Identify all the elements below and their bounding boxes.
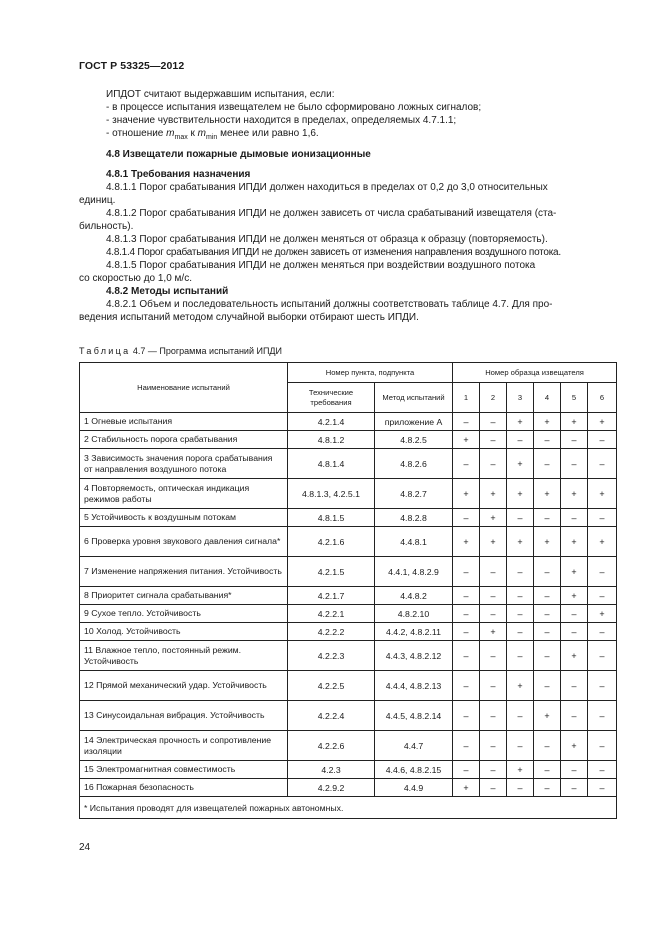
sample-mark-cell: +: [480, 509, 507, 527]
method-cell: 4.4.8.1: [375, 527, 453, 557]
tech-req-cell: 4.2.1.4: [288, 413, 375, 431]
sample-mark-cell: –: [453, 731, 480, 761]
table-row: [80, 587, 617, 605]
method-cell: 4.4.7: [375, 731, 453, 761]
clause-4-8-1-1: 4.8.1.1 Порог срабатывания ИПДИ должен находиться в пределах от 0,2 до 3,0 относительных: [106, 182, 548, 193]
table-footnote: * Испытания проводят для извещателей пожарных автономных.: [80, 797, 617, 819]
sample-mark-cell: –: [453, 557, 480, 587]
table-body: [80, 413, 617, 797]
table-row: [80, 431, 617, 449]
method-cell: приложение А: [375, 413, 453, 431]
test-name-cell: 3 Зависимость значения порога срабатывания от направления воздушного потока: [80, 449, 288, 479]
sample-mark-cell: +: [588, 479, 617, 509]
clause-4-8-1-5: 4.8.1.5 Порог срабатывания ИПДИ не должен меняться при воздействии воздушного потока: [106, 260, 536, 271]
table-caption-label: Таблица: [79, 346, 131, 356]
sample-mark-cell: –: [561, 761, 588, 779]
test-name-cell: 6 Проверка уровня звукового давления сигнала*: [80, 527, 288, 557]
sample-mark-cell: –: [534, 641, 561, 671]
sample-mark-cell: –: [507, 509, 534, 527]
sample-mark-cell: –: [561, 431, 588, 449]
col-header-sample-4: 4: [534, 383, 561, 413]
method-cell: 4.8.2.6: [375, 449, 453, 479]
clause-4-8-1-2-cont: бильность).: [79, 221, 134, 232]
tech-req-cell: 4.2.1.6: [288, 527, 375, 557]
sample-mark-cell: –: [480, 761, 507, 779]
method-cell: 4.4.2, 4.8.2.11: [375, 623, 453, 641]
table-row: [80, 479, 617, 509]
sample-mark-cell: –: [534, 605, 561, 623]
table-row: [80, 557, 617, 587]
sample-mark-cell: +: [453, 527, 480, 557]
sample-mark-cell: +: [480, 527, 507, 557]
tech-req-cell: 4.8.1.5: [288, 509, 375, 527]
section-4-8-2-title: 4.8.2 Методы испытаний: [106, 286, 229, 297]
document-header: ГОСТ Р 53325—2012: [79, 60, 185, 72]
tech-req-cell: 4.2.2.1: [288, 605, 375, 623]
sample-mark-cell: –: [507, 605, 534, 623]
test-name-cell: 7 Изменение напряжения питания. Устойчивость: [80, 557, 288, 587]
sample-mark-cell: +: [480, 623, 507, 641]
method-cell: 4.4.9: [375, 779, 453, 797]
method-cell: 4.8.2.10: [375, 605, 453, 623]
sample-mark-cell: –: [588, 557, 617, 587]
ratio-min: min: [206, 134, 218, 141]
sample-mark-cell: –: [588, 587, 617, 605]
sample-mark-cell: –: [588, 779, 617, 797]
intro-lead: ИПДОТ считают выдержавшим испытания, если:: [106, 89, 335, 100]
ratio-m2: m: [197, 128, 207, 139]
sample-mark-cell: +: [534, 479, 561, 509]
tech-req-cell: 4.2.1.5: [288, 557, 375, 587]
table-row: [80, 641, 617, 671]
section-4-8-title: 4.8 Извещатели пожарные дымовые ионизационные: [106, 149, 371, 160]
sample-mark-cell: –: [588, 623, 617, 641]
sample-mark-cell: –: [480, 449, 507, 479]
method-cell: 4.4.8.2: [375, 587, 453, 605]
sample-mark-cell: –: [507, 623, 534, 641]
table-row: [80, 605, 617, 623]
col-header-sample-3: 3: [507, 383, 534, 413]
intro-item-1: - в процессе испытания извещателем не было сформировано ложных сигналов;: [106, 102, 482, 113]
clause-4-8-1-3: 4.8.1.3 Порог срабатывания ИПДИ не должен меняться от образца к образцу (повторяемость).: [106, 234, 548, 245]
sample-mark-cell: –: [453, 587, 480, 605]
table-row: [80, 761, 617, 779]
sample-mark-cell: –: [507, 701, 534, 731]
clause-4-8-1-1-cont: единиц.: [79, 195, 116, 206]
table-row: [80, 527, 617, 557]
sample-mark-cell: +: [561, 527, 588, 557]
tech-req-cell: 4.8.1.3, 4.2.5.1: [288, 479, 375, 509]
table-row: [80, 413, 617, 431]
sample-mark-cell: +: [507, 413, 534, 431]
table-row: [80, 701, 617, 731]
sample-mark-cell: +: [507, 449, 534, 479]
sample-mark-cell: +: [561, 479, 588, 509]
test-name-cell: 16 Пожарная безопасность: [80, 779, 288, 797]
test-name-cell: 10 Холод. Устойчивость: [80, 623, 288, 641]
ratio-k: к: [190, 128, 195, 139]
method-cell: 4.4.5, 4.8.2.14: [375, 701, 453, 731]
sample-mark-cell: –: [534, 731, 561, 761]
col-header-sample-6: 6: [588, 383, 617, 413]
sample-mark-cell: –: [561, 449, 588, 479]
sample-mark-cell: –: [534, 587, 561, 605]
sample-mark-cell: –: [480, 641, 507, 671]
sample-mark-cell: +: [507, 761, 534, 779]
test-name-cell: 12 Прямой механический удар. Устойчивость: [80, 671, 288, 701]
sample-mark-cell: –: [453, 761, 480, 779]
sample-mark-cell: –: [588, 731, 617, 761]
sample-mark-cell: –: [480, 779, 507, 797]
sample-mark-cell: –: [507, 431, 534, 449]
table-row: [80, 779, 617, 797]
col-header-samples-group: Номер образца извещателя: [453, 363, 617, 383]
tech-req-cell: 4.2.3: [288, 761, 375, 779]
sample-mark-cell: –: [588, 449, 617, 479]
table-row: [80, 449, 617, 479]
test-name-cell: 14 Электрическая прочность и сопротивление изоляции: [80, 731, 288, 761]
sample-mark-cell: –: [480, 587, 507, 605]
clause-4-8-1-4: 4.8.1.4 Порог срабатывания ИПДИ не должен зависеть от изменения направления воздушного потока.: [106, 247, 561, 258]
sample-mark-cell: –: [561, 605, 588, 623]
col-header-tech-req: Технические требования: [288, 383, 375, 413]
col-header-sample-5: 5: [561, 383, 588, 413]
table-caption-text: 4.7 — Программа испытаний ИПДИ: [130, 346, 282, 356]
ratio-suffix: менее или равно 1,6.: [220, 128, 319, 139]
sample-mark-cell: –: [588, 641, 617, 671]
sample-mark-cell: +: [534, 527, 561, 557]
sample-mark-cell: –: [507, 557, 534, 587]
sample-mark-cell: +: [534, 413, 561, 431]
ratio-max: max: [174, 134, 188, 141]
section-4-8-1-title: 4.8.1 Требования назначения: [106, 169, 251, 180]
test-name-cell: 11 Влажное тепло, постоянный режим. Устойчивость: [80, 641, 288, 671]
sample-mark-cell: –: [480, 557, 507, 587]
sample-mark-cell: +: [507, 479, 534, 509]
sample-mark-cell: –: [480, 701, 507, 731]
sample-mark-cell: –: [534, 779, 561, 797]
table-caption: [79, 346, 282, 356]
tech-req-cell: 4.2.1.7: [288, 587, 375, 605]
sample-mark-cell: –: [480, 431, 507, 449]
table-row: [80, 731, 617, 761]
tech-req-cell: 4.8.1.4: [288, 449, 375, 479]
sample-mark-cell: –: [453, 701, 480, 731]
sample-mark-cell: +: [507, 527, 534, 557]
sample-mark-cell: +: [453, 431, 480, 449]
sample-mark-cell: –: [453, 509, 480, 527]
sample-mark-cell: –: [507, 587, 534, 605]
clause-4-8-1-2: 4.8.1.2 Порог срабатывания ИПДИ не должен зависеть от числа срабатываний извещателя (ста-: [106, 208, 557, 219]
col-header-method: Метод испытаний: [375, 383, 453, 413]
sample-mark-cell: –: [561, 509, 588, 527]
test-name-cell: 1 Огневые испытания: [80, 413, 288, 431]
sample-mark-cell: –: [453, 641, 480, 671]
method-cell: 4.4.4, 4.8.2.13: [375, 671, 453, 701]
sample-mark-cell: +: [561, 413, 588, 431]
col-header-test-name: Наименование испытаний: [80, 363, 288, 413]
tech-req-cell: 4.2.2.2: [288, 623, 375, 641]
sample-mark-cell: +: [588, 605, 617, 623]
col-header-sample-1: 1: [453, 383, 480, 413]
sample-mark-cell: –: [588, 431, 617, 449]
sample-mark-cell: +: [561, 731, 588, 761]
sample-mark-cell: +: [588, 527, 617, 557]
sample-mark-cell: +: [534, 701, 561, 731]
sample-mark-cell: –: [453, 413, 480, 431]
sample-mark-cell: +: [453, 479, 480, 509]
sample-mark-cell: –: [453, 671, 480, 701]
clause-4-8-2-1: 4.8.2.1 Объем и последовательность испытаний должны соответствовать таблице 4.7. Для про-: [106, 299, 553, 310]
sample-mark-cell: –: [453, 449, 480, 479]
sample-mark-cell: –: [534, 671, 561, 701]
sample-mark-cell: –: [561, 671, 588, 701]
sample-mark-cell: –: [534, 449, 561, 479]
test-name-cell: 5 Устойчивость к воздушным потокам: [80, 509, 288, 527]
sample-mark-cell: –: [588, 509, 617, 527]
intro-item-ratio: [79, 127, 615, 144]
sample-mark-cell: –: [480, 731, 507, 761]
tech-req-cell: 4.2.2.3: [288, 641, 375, 671]
method-cell: 4.4.3, 4.8.2.12: [375, 641, 453, 671]
section-4-8-1: [79, 168, 615, 324]
sample-mark-cell: +: [561, 557, 588, 587]
method-cell: 4.8.2.5: [375, 431, 453, 449]
sample-mark-cell: –: [480, 413, 507, 431]
test-name-cell: 15 Электромагнитная совместимость: [80, 761, 288, 779]
test-name-cell: 4 Повторяемость, оптическая индикация режимов работы: [80, 479, 288, 509]
test-name-cell: 9 Сухое тепло. Устойчивость: [80, 605, 288, 623]
sample-mark-cell: +: [588, 413, 617, 431]
test-name-cell: 2 Стабильность порога срабатывания: [80, 431, 288, 449]
table-row: [80, 509, 617, 527]
sample-mark-cell: –: [480, 605, 507, 623]
sample-mark-cell: –: [534, 431, 561, 449]
ratio-m1: m: [166, 128, 175, 139]
test-program-table: [79, 362, 617, 819]
method-cell: 4.4.1, 4.8.2.9: [375, 557, 453, 587]
sample-mark-cell: +: [507, 671, 534, 701]
sample-mark-cell: –: [561, 701, 588, 731]
sample-mark-cell: –: [534, 509, 561, 527]
method-cell: 4.4.6, 4.8.2.15: [375, 761, 453, 779]
sample-mark-cell: +: [480, 479, 507, 509]
method-cell: 4.8.2.7: [375, 479, 453, 509]
col-header-clause-group: Номер пункта, подпункта: [288, 363, 453, 383]
clause-4-8-1-5-cont: со скоростью до 1,0 м/с.: [79, 273, 192, 284]
sample-mark-cell: –: [588, 671, 617, 701]
col-header-sample-2: 2: [480, 383, 507, 413]
clause-4-8-2-1-cont: ведения испытаний методом случайной выборки отбирают шесть ИПДИ.: [79, 312, 419, 323]
sample-mark-cell: –: [534, 557, 561, 587]
tech-req-cell: 4.8.1.2: [288, 431, 375, 449]
sample-mark-cell: +: [453, 779, 480, 797]
tech-req-cell: 4.2.2.4: [288, 701, 375, 731]
tech-req-cell: 4.2.9.2: [288, 779, 375, 797]
sample-mark-cell: +: [561, 587, 588, 605]
sample-mark-cell: –: [507, 641, 534, 671]
tech-req-cell: 4.2.2.6: [288, 731, 375, 761]
sample-mark-cell: –: [453, 605, 480, 623]
sample-mark-cell: –: [588, 761, 617, 779]
sample-mark-cell: –: [588, 701, 617, 731]
sample-mark-cell: –: [507, 779, 534, 797]
table-row: [80, 623, 617, 641]
table-row: [80, 671, 617, 701]
ratio-prefix: - отношение: [106, 128, 164, 139]
sample-mark-cell: –: [453, 623, 480, 641]
intro-item-2: - значение чувствительности находится в пределах, определяемых 4.7.1.1;: [106, 115, 457, 126]
test-name-cell: 8 Приоритет сигнала срабатывания*: [80, 587, 288, 605]
sample-mark-cell: –: [534, 623, 561, 641]
sample-mark-cell: –: [507, 731, 534, 761]
tech-req-cell: 4.2.2.5: [288, 671, 375, 701]
method-cell: 4.8.2.8: [375, 509, 453, 527]
intro-block: [79, 88, 615, 144]
sample-mark-cell: –: [534, 761, 561, 779]
test-name-cell: 13 Синусоидальная вибрация. Устойчивость: [80, 701, 288, 731]
sample-mark-cell: –: [561, 623, 588, 641]
sample-mark-cell: –: [480, 671, 507, 701]
sample-mark-cell: +: [561, 641, 588, 671]
sample-mark-cell: –: [561, 779, 588, 797]
page-number: 24: [79, 842, 91, 853]
